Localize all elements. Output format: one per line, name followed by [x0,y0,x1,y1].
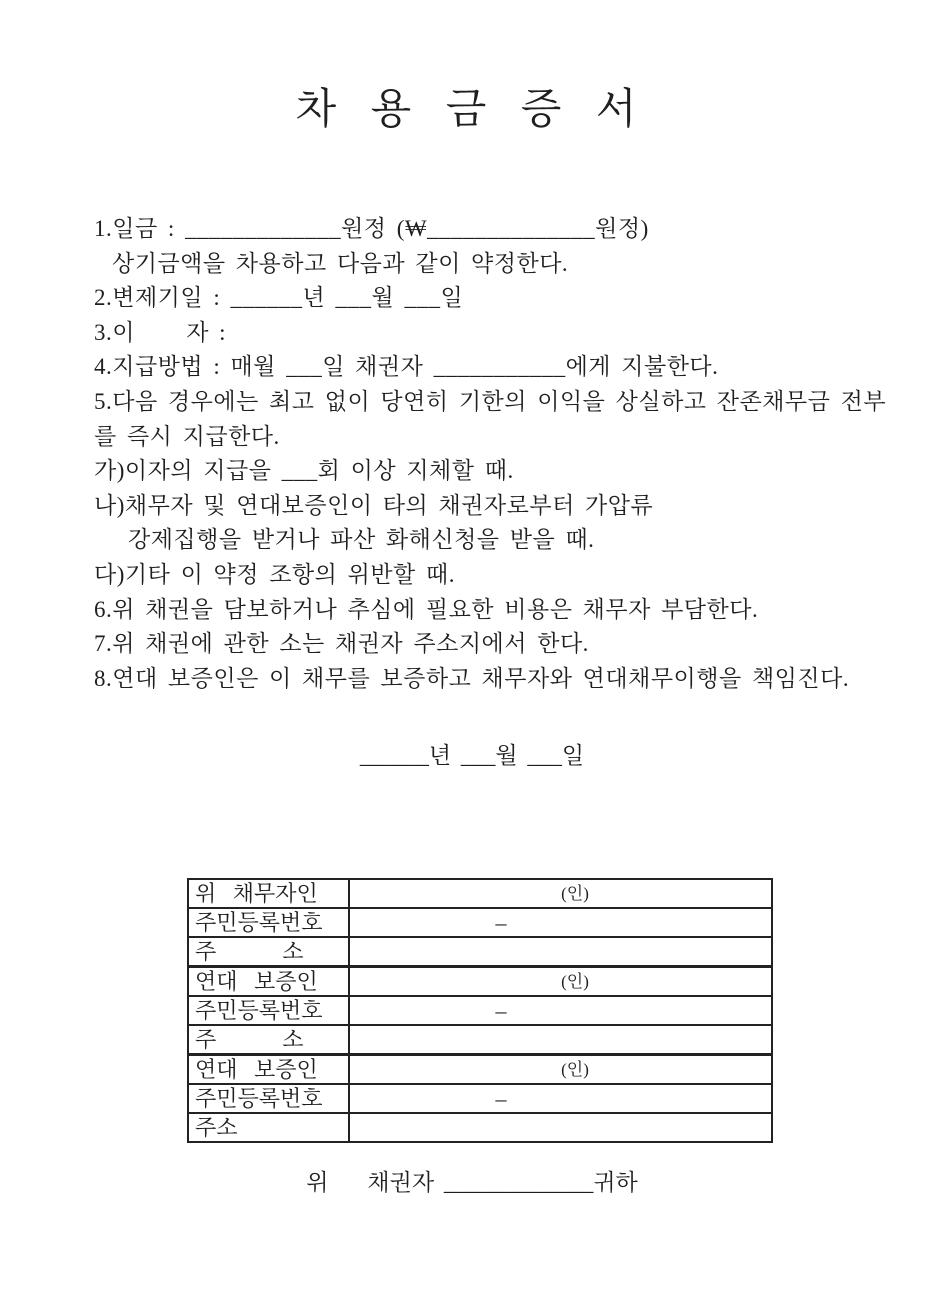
document-line: 7.위 채권에 관한 소는 채권자 주소지에서 한다. [94,631,589,657]
document-line: 다)기타 이 약정 조항의 위반할 때. [94,561,455,587]
terms-section [94,212,887,696]
seal-placeholder-cell: (인) [349,967,772,997]
document-line: 나)채무자 및 연대보증인이 타의 채권자로부터 가압류 [94,492,654,518]
creditor-footer-line: 위 채권자 _____________귀하 [306,1170,638,1195]
table-row [188,908,772,937]
seal-placeholder-cell: (인) [349,1055,772,1085]
table-row [188,1055,772,1085]
document-line: 3.이 자 : [94,319,227,345]
document-line: 4.지급방법 : 매월 ___일 채권자 ___________에게 지불한다. [94,354,719,380]
row-label-cell: 주민등록번호 [188,1084,349,1113]
document-line: 5.다음 경우에는 최고 없이 당연히 기한의 이익을 상실하고 잔존채무금 전부 [94,388,887,414]
document-line: 를 즉시 지급한다. [94,423,280,449]
date-line: ______년 ___월 ___일 [359,743,585,768]
row-label-cell: 주민등록번호 [188,908,349,937]
document-line: 가)이자의 지급을 ___회 이상 지체할 때. [94,458,514,484]
table-row [188,996,772,1025]
row-value-cell: – [349,1084,772,1113]
document-line: 2.변제기일 : ______년 ___월 ___일 [94,285,464,311]
row-label-cell: 연대 보증인 [188,967,349,997]
document-line: 상기금액을 차용하고 다음과 같이 약정한다. [112,250,569,276]
row-value-cell [349,1113,772,1142]
table-row [188,967,772,997]
row-label-cell: 주민등록번호 [188,996,349,1025]
row-value-cell: – [349,996,772,1025]
row-value-cell: – [349,908,772,937]
table-row [188,1025,772,1055]
row-value-cell [349,937,772,967]
table-row [188,937,772,967]
row-label-cell: 주 소 [188,1025,349,1055]
seal-placeholder-cell: (인) [349,879,772,908]
signature-table [187,878,773,1143]
signature-table-body [188,879,772,1142]
table-row [188,879,772,908]
document-line: 8.연대 보증인은 이 채무를 보증하고 채무자와 연대채무이행을 책임진다. [94,665,850,691]
row-value-cell [349,1025,772,1055]
document-line: 강제집행을 받거나 파산 화해신청을 받을 때. [128,527,595,553]
table-row [188,1113,772,1142]
document-line: 1.일금 : _____________원정 (₩______________원정) [94,216,649,241]
row-label-cell: 주소 [188,1113,349,1142]
row-label-cell: 주 소 [188,937,349,967]
row-label-cell: 연대 보증인 [188,1055,349,1085]
table-row [188,1084,772,1113]
document-line: 6.위 채권을 담보하거나 추심에 필요한 비용은 채무자 부담한다. [94,596,759,622]
row-label-cell: 위 채무자인 [188,879,349,908]
document-title: 차 용 금 증 서 [295,87,649,133]
